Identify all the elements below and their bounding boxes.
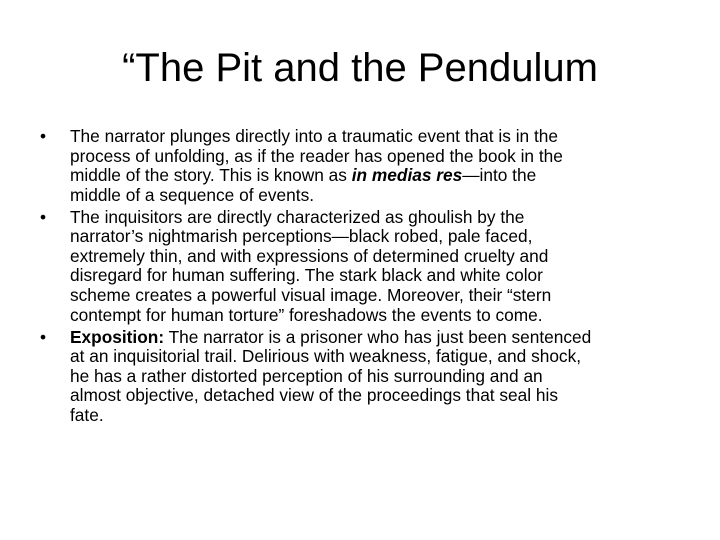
- bullet-line: [70, 147, 692, 167]
- bullet-text: fate.: [70, 404, 104, 425]
- bullet-line: [70, 286, 692, 306]
- bullet-line: [70, 386, 692, 406]
- emphasized-text: Exposition:: [70, 326, 165, 347]
- bullet-text: middle of a sequence of events.: [70, 184, 315, 205]
- bullet-line: [70, 127, 692, 147]
- bullet-marker: •: [40, 126, 47, 146]
- bullet-text: at an inquisitorial trail. Delirious with weakness, fatigue, and shock,: [70, 346, 582, 367]
- bullet-text: process of unfolding, as if the reader has opened the book in the: [70, 145, 563, 166]
- bullet-text: disregard for human suffering. The stark black and white color: [70, 265, 543, 286]
- bullet-text: almost objective, detached view of the proceedings that seal his: [70, 385, 559, 406]
- bullet-marker: •: [40, 326, 47, 347]
- slide-title: “The Pit and the Pendulum: [122, 46, 598, 90]
- emphasized-text: in medias res: [351, 165, 463, 186]
- bullet-list: [40, 127, 692, 428]
- bullet-item: [40, 328, 692, 426]
- bullet-line: [70, 247, 692, 267]
- bullet-text: —into the: [462, 165, 537, 186]
- bullet-item: [40, 208, 692, 326]
- bullet-line: [70, 166, 692, 186]
- bullet-text: extremely thin, and with expressions of determined cruelty and: [70, 245, 549, 266]
- bullet-text: narrator’s nightmarish perceptions—black robed, pale faced,: [70, 226, 533, 247]
- bullet-line: [70, 367, 692, 387]
- bullet-text: The narrator plunges directly into a traumatic event that is in the: [70, 126, 558, 146]
- bullet-line: [70, 186, 692, 206]
- bullet-text: he has a rather distorted perception of his surrounding and an: [70, 365, 543, 386]
- bullet-text: middle of the story. This is known as: [70, 165, 352, 186]
- bullet-marker: •: [40, 206, 47, 227]
- bullet-line: [70, 208, 692, 228]
- bullet-line: [70, 328, 692, 348]
- bullet-text: The inquisitors are directly characterized as ghoulish by the: [70, 206, 525, 227]
- bullet-line: [70, 306, 692, 326]
- bullet-line: [70, 347, 692, 367]
- bullet-text: scheme creates a powerful visual image. Moreover, their “stern: [70, 285, 552, 306]
- bullet-text: The narrator is a prisoner who has just been sentenced: [164, 326, 592, 347]
- bullet-line: [70, 227, 692, 247]
- bullet-line: [70, 406, 692, 426]
- bullet-item: [40, 127, 692, 205]
- bullet-line: [70, 266, 692, 286]
- bullet-text: contempt for human torture” foreshadows the events to come.: [70, 304, 543, 325]
